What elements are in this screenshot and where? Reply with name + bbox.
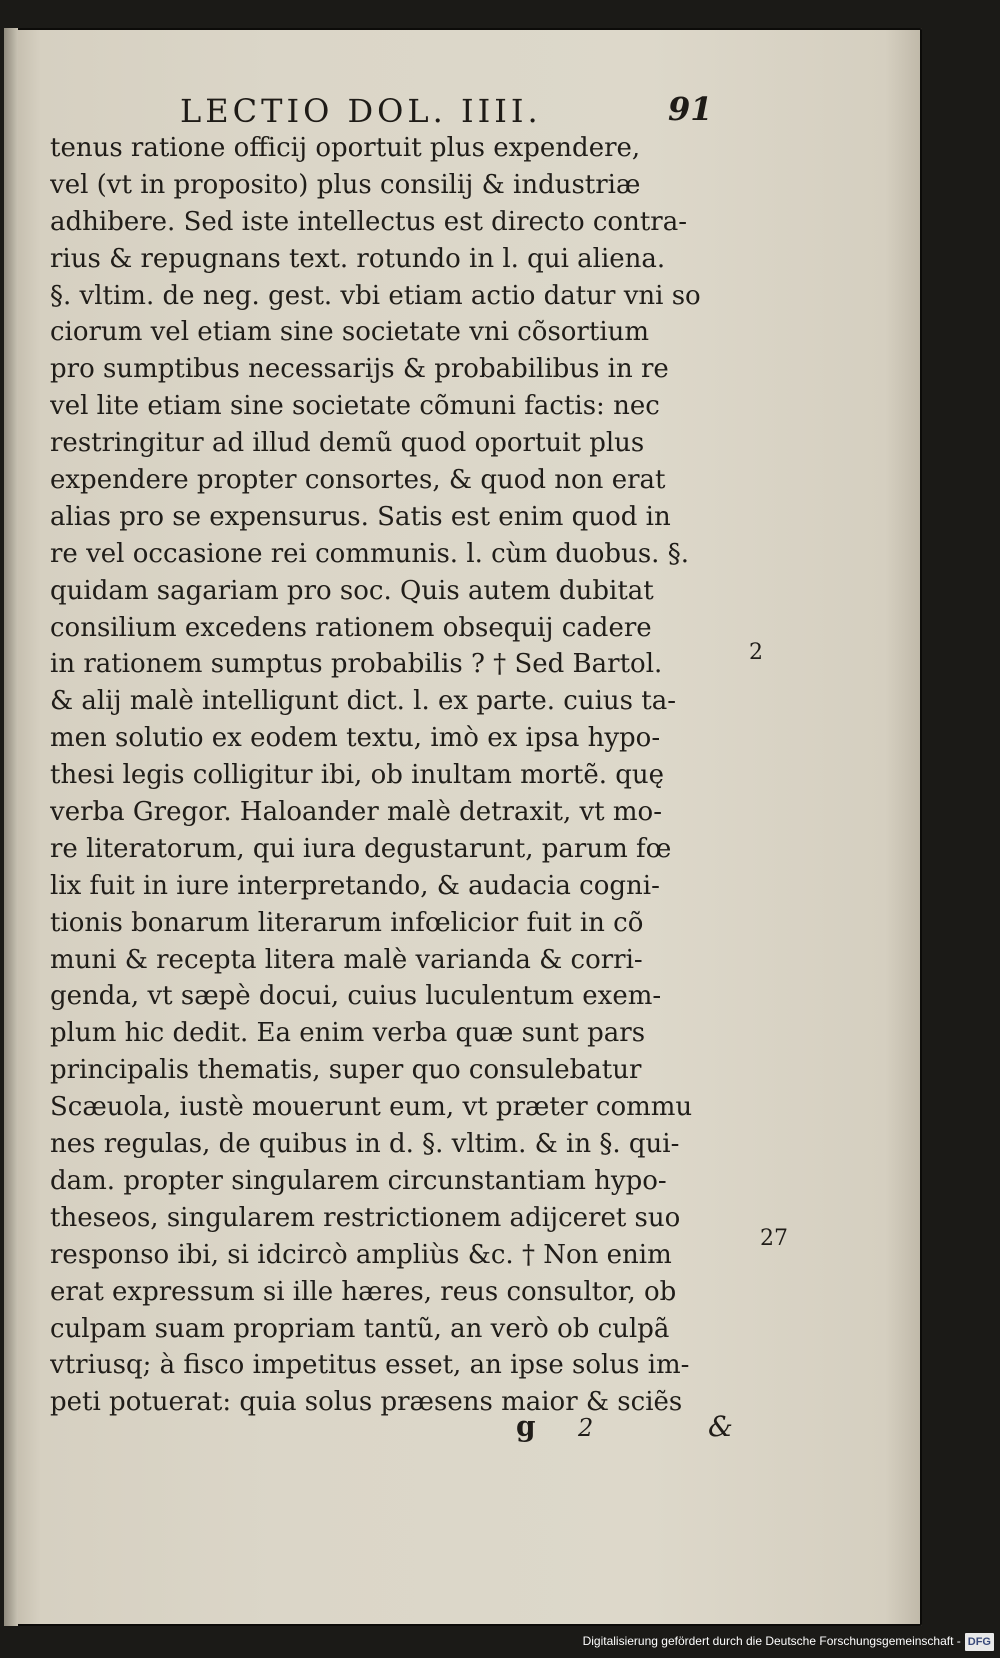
text-line: peti potuerat: quia solus præsens maior & sciẽs <box>50 1387 683 1418</box>
text-line: vel (vt in proposito) plus consilij & industriæ <box>50 169 641 200</box>
text-line: alias pro se expensurus. Satis est enim quod in <box>50 501 671 532</box>
text-line: verba Gregor. Haloander malè detraxit, vt mo- <box>50 797 662 828</box>
text-line: & alij malè intelligunt dict. l. ex parte. cuius ta- <box>50 686 676 717</box>
text-line: quidam sagariam pro soc. Quis autem dubitat <box>50 575 654 606</box>
text-line: re literatorum, qui iura degustarunt, parum fœ <box>50 833 672 864</box>
margin-note: 2 <box>749 640 763 665</box>
dfg-logo: DFG <box>965 1633 994 1651</box>
text-line: expendere propter consortes, & quod non erat <box>50 465 666 496</box>
text-line: vtriusq; à fisco impetitus esset, an ipse solus im- <box>50 1350 690 1381</box>
page-footer <box>516 1410 736 1450</box>
signature-mark: g <box>516 1410 536 1443</box>
text-line: consilium excedens rationem obsequij cadere <box>50 612 652 643</box>
text-line: adhibere. Sed iste intellectus est directo contra- <box>50 206 687 237</box>
text-line: culpam suam propriam tantũ, an verò ob culpã <box>50 1313 670 1344</box>
text-line: rius & repugnans text. rotundo in l. qui aliena. <box>50 243 666 274</box>
credit-text: Digitalisierung gefördert durch die Deutsche Forschungsgemeinschaft - <box>582 1634 961 1648</box>
text-line: men solutio ex eodem textu, imò ex ipsa hypo- <box>50 723 661 754</box>
text-line: tenus ratione officij oportuit plus expendere, <box>50 133 641 163</box>
body-text <box>50 130 740 1421</box>
text-line: nes regulas, de quibus in d. §. vltim. & in §. qui- <box>50 1129 680 1160</box>
text-line: thesi legis colligitur ibi, ob inultam mortẽ. quę <box>50 760 665 791</box>
text-line: responso ibi, si idcircò ampliùs &c. † Non enim <box>50 1239 672 1270</box>
text-line: vel lite etiam sine societate cõmuni factis: nec <box>50 391 660 422</box>
text-line: pro sumptibus necessarijs & probabilibus in re <box>50 354 669 385</box>
text-line: Scæuola, iustè mouerunt eum, vt præter commu <box>50 1092 693 1123</box>
catchword: & <box>708 1410 733 1443</box>
text-line: restringitur ad illud demũ quod oportuit plus <box>50 428 645 459</box>
text-line: tionis bonarum literarum infœlicior fuit in cõ <box>50 907 644 938</box>
text-line: genda, vt sæpè docui, cuius luculentum exem- <box>50 981 662 1012</box>
margin-note: 27 <box>760 1226 788 1251</box>
text-line: theseos, singularem restrictionem adijceret suo <box>50 1202 681 1233</box>
text-line: principalis thematis, super quo consulebatur <box>50 1055 642 1086</box>
text-line: lix fuit in iure interpretando, & audacia cogni- <box>50 870 660 901</box>
page-gutter-edge <box>4 28 18 1626</box>
text-line: ciorum vel etiam sine societate vni cõsortium <box>50 317 650 348</box>
signature-number: 2 <box>578 1414 594 1442</box>
text-line: plum hic dedit. Ea enim verba quæ sunt pars <box>50 1018 646 1049</box>
text-line: §. vltim. de neg. gest. vbi etiam actio datur vni so <box>50 280 701 311</box>
running-head: LECTIO DOL. IIII. <box>180 92 542 130</box>
folio-number: 91 <box>668 90 713 128</box>
text-line: re vel occasione rei communis. l. cùm duobus. §. <box>50 538 689 569</box>
digitization-credit <box>583 1632 994 1650</box>
text-line: in rationem sumptus probabilis ? † Sed Bartol. <box>50 649 663 680</box>
text-line: muni & recepta litera malè varianda & corri- <box>50 944 643 975</box>
text-line: dam. propter singularem circunstantiam hypo- <box>50 1165 667 1196</box>
text-line: erat expressum si ille hæres, reus consultor, ob <box>50 1276 677 1307</box>
